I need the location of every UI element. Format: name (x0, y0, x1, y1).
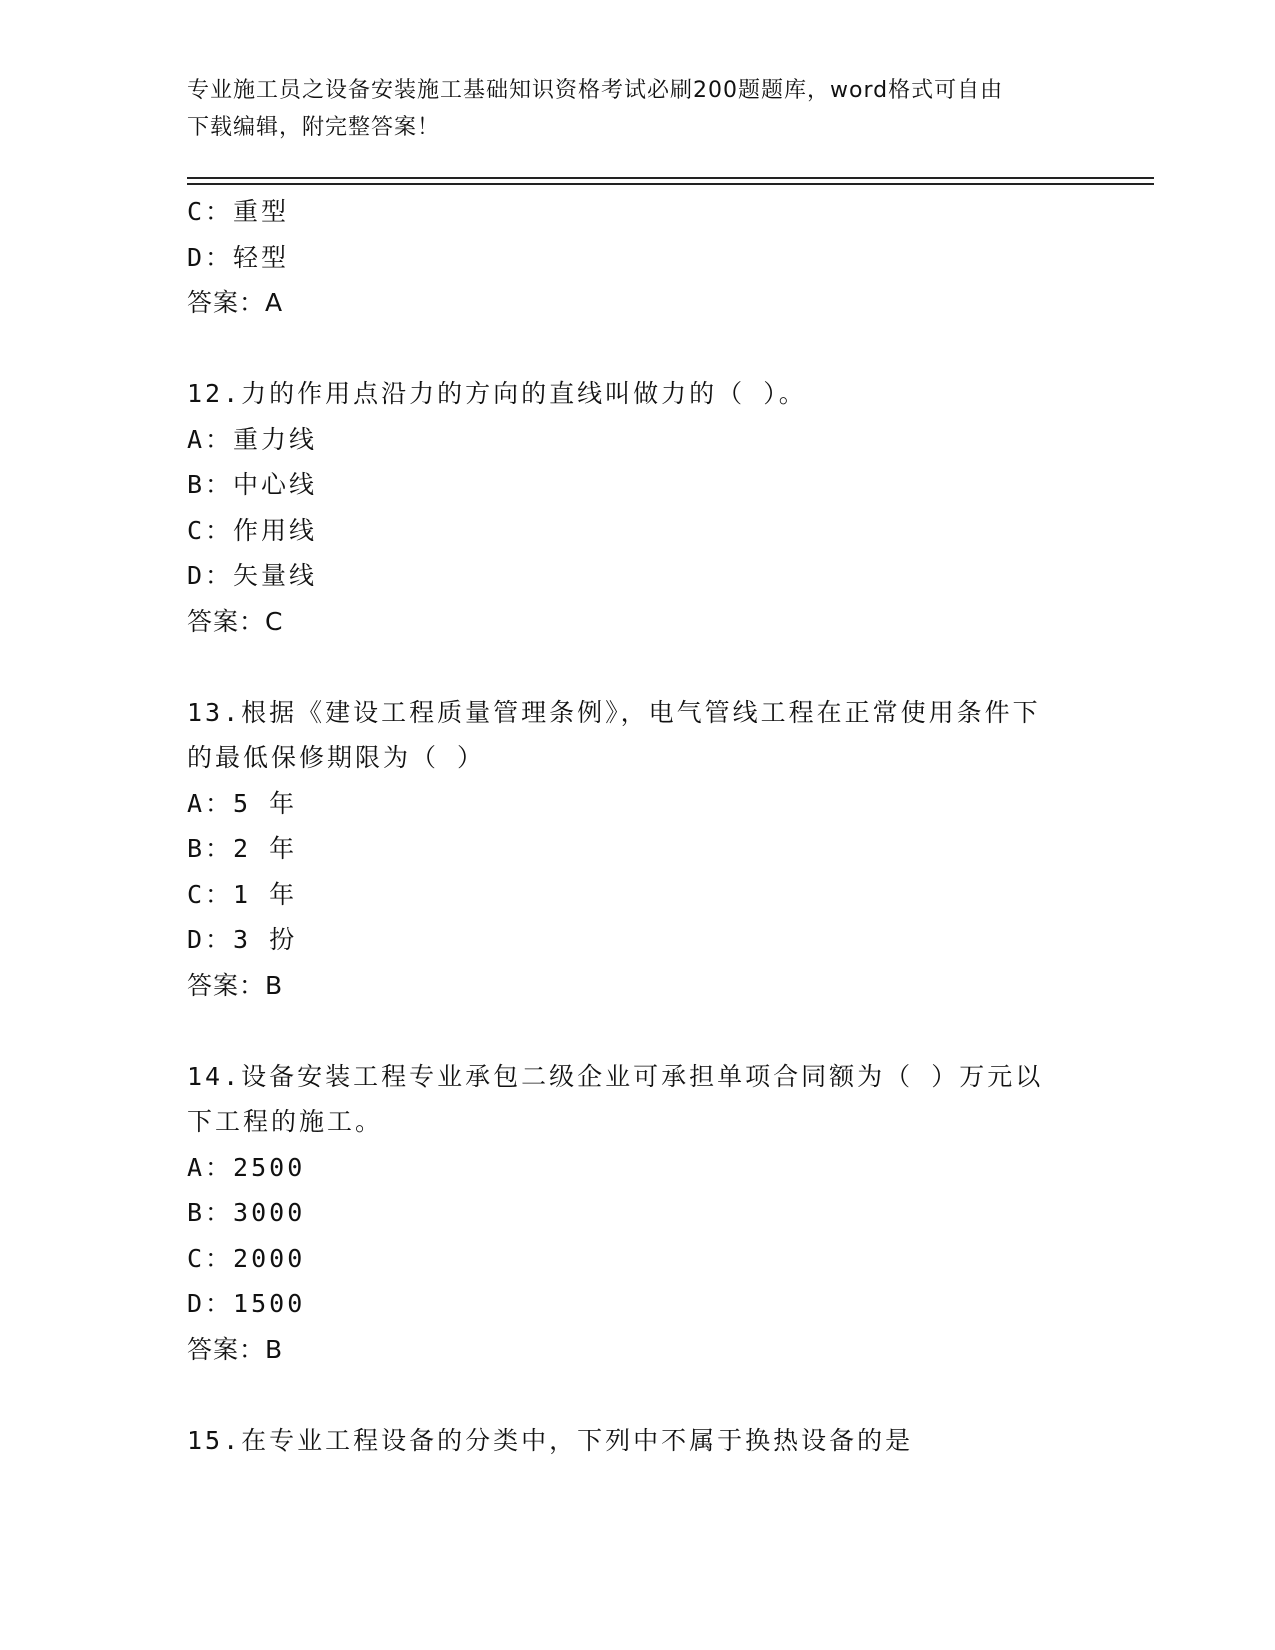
option-b: B：3000 (187, 1198, 306, 1227)
option-a: A：5 年 (187, 788, 298, 818)
option-d: D：1500 (187, 1289, 306, 1318)
header-divider-bottom (187, 183, 1154, 185)
option-d: D：矢量线 (187, 561, 318, 590)
option-d: D：3 扮 (187, 925, 298, 954)
answer-line: 答案：C (187, 606, 284, 636)
option-a: A：2500 (187, 1152, 306, 1182)
question-14 (187, 1054, 1087, 1373)
header-line-2: 下载编辑，附完整答案！ (187, 115, 441, 140)
spacer (187, 326, 1087, 372)
question-11-continuation (187, 189, 1087, 326)
question-stem-continued: 的最低保修期限为（ ） (187, 743, 486, 772)
option-c: C：2000 (187, 1243, 306, 1273)
answer-line: 答案：B (187, 1334, 284, 1364)
question-list (187, 189, 1087, 1463)
question-stem: 12.力的作用点沿力的方向的直线叫做力的（ ）。 (187, 379, 807, 408)
question-stem-continued: 下工程的施工。 (187, 1107, 384, 1136)
option-b: B：中心线 (187, 470, 318, 499)
question-13 (187, 690, 1087, 1009)
option-c: C：作用线 (187, 515, 318, 545)
question-stem: 14.设备安装工程专业承包二级企业可承担单项合同额为（ ）万元以 (187, 1061, 1044, 1091)
header-line-1: 专业施工员之设备安装施工基础知识资格考试必刷200题题库，word格式可自由 (187, 78, 1004, 103)
option-c: C：1 年 (187, 879, 298, 909)
option-c: C：重型 (187, 197, 290, 226)
answer-line: 答案：A (187, 288, 284, 317)
document-header (187, 72, 1087, 146)
question-stem: 15.在专业工程设备的分类中，下列中不属于换热设备的是 (187, 1425, 914, 1455)
spacer (187, 644, 1087, 690)
spacer (187, 1372, 1087, 1418)
header-divider-top (187, 177, 1154, 179)
answer-line: 答案：B (187, 970, 284, 1000)
option-b: B：2 年 (187, 834, 298, 863)
question-12 (187, 371, 1087, 644)
question-15 (187, 1418, 1087, 1464)
question-stem: 13.根据《建设工程质量管理条例》，电气管线工程在正常使用条件下 (187, 697, 1041, 727)
option-a: A：重力线 (187, 424, 318, 454)
option-d: D：轻型 (187, 242, 290, 272)
spacer (187, 1008, 1087, 1054)
